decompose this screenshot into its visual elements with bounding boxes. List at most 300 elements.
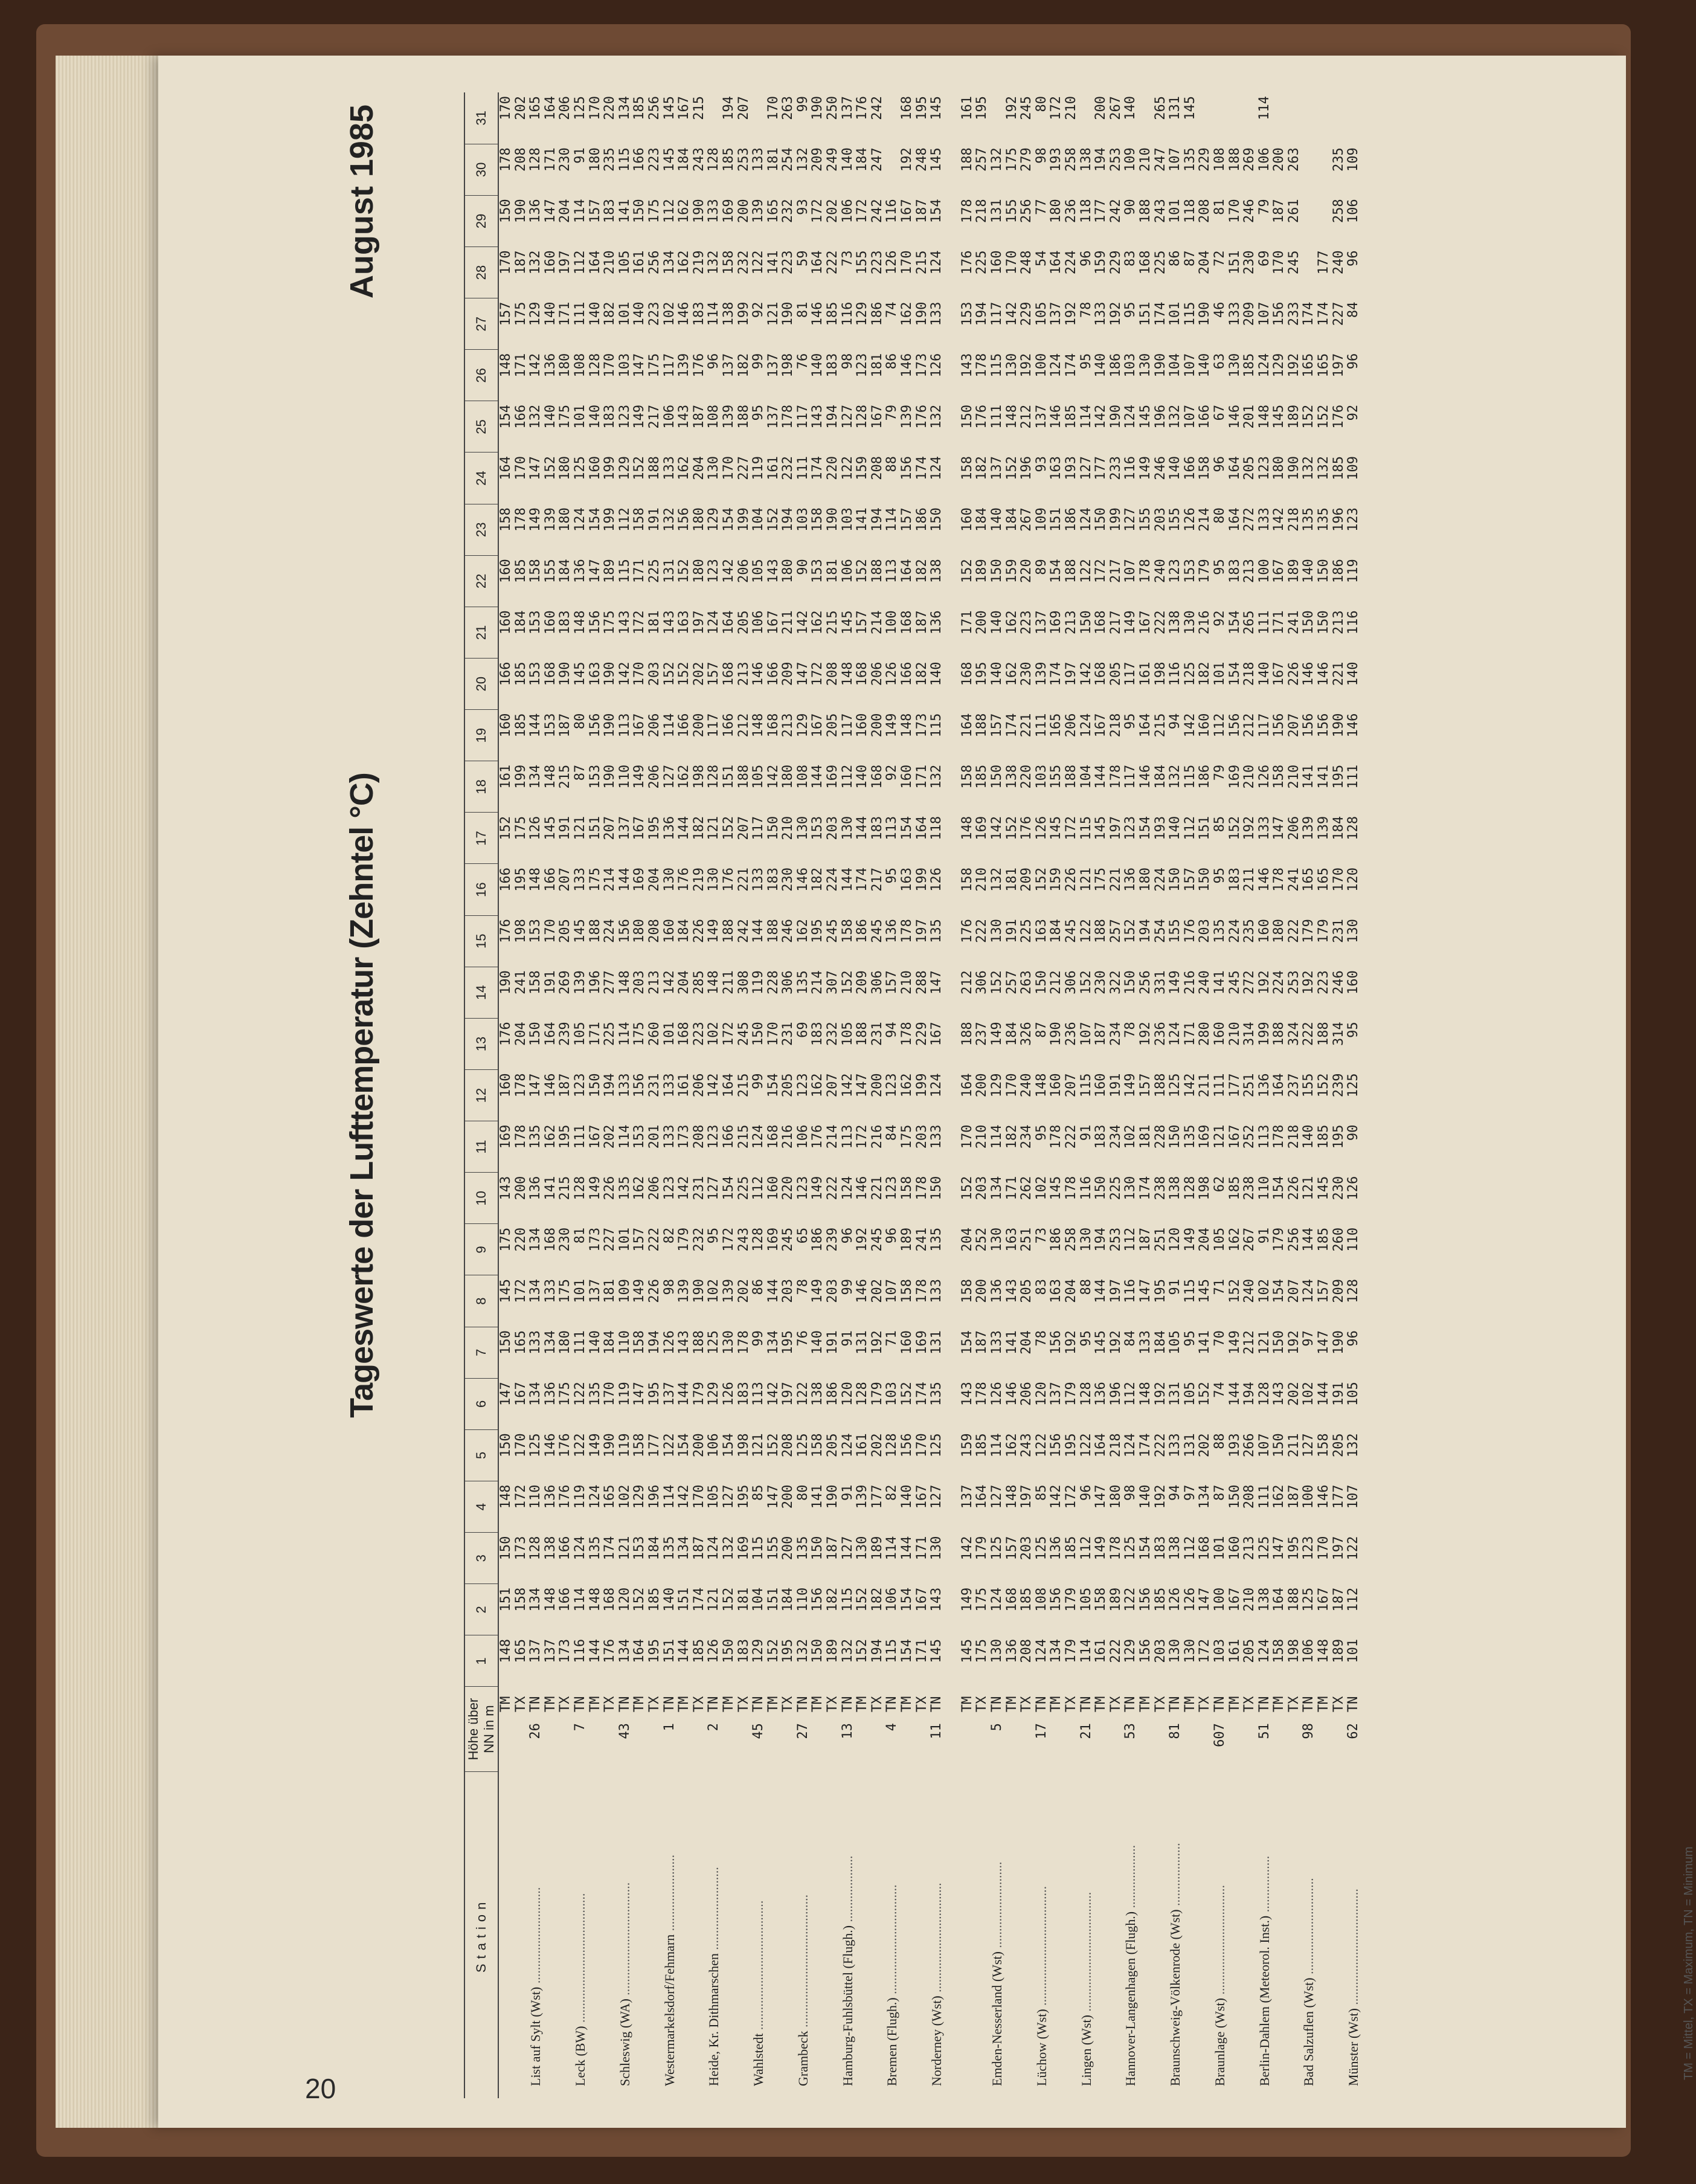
temperature-value: 101: [1168, 199, 1183, 224]
temperature-value: 140: [587, 404, 603, 429]
temperature-value: 117: [840, 713, 855, 738]
table-row: [1168, 92, 1183, 2098]
temperature-value: 96: [1212, 456, 1227, 472]
temperature-value: 195: [513, 868, 528, 892]
temperature-value: 132: [795, 1638, 811, 1663]
table-row: [1198, 92, 1213, 2098]
temperature-value: 120: [1346, 868, 1361, 892]
temperature-value: 154: [721, 507, 736, 532]
temperature-value: 194: [869, 507, 885, 532]
temperature-value: 214: [810, 970, 826, 994]
temperature-value: 73: [840, 250, 855, 266]
temperature-value: 119: [572, 1484, 588, 1509]
temperature-value: 257: [974, 147, 990, 172]
temperature-value: 184: [974, 507, 990, 532]
temperature-value: 209: [1331, 1279, 1346, 1303]
temperature-value: 178: [1063, 1176, 1079, 1200]
temperature-value: 109: [1033, 507, 1049, 532]
temperature-value: 102: [661, 301, 677, 326]
temperature-value: 139: [1316, 816, 1332, 840]
temperature-value: 137: [840, 96, 855, 120]
temperature-value: 133: [929, 1124, 945, 1149]
temperature-value: 148: [542, 764, 558, 789]
temperature-value: 166: [498, 868, 513, 892]
temperature-value: 180: [780, 559, 796, 583]
temperature-value: 145: [1093, 1330, 1109, 1355]
temperature-value: 140: [587, 301, 603, 326]
temperature-value: 166: [721, 1124, 736, 1149]
temperature-value: 169: [721, 199, 736, 224]
value-type: TM: [959, 1696, 975, 1713]
temperature-value: 204: [1197, 250, 1213, 275]
table-row: [1123, 92, 1139, 2098]
temperature-value: 137: [587, 1279, 603, 1303]
temperature-value: 152: [765, 1638, 781, 1663]
temperature-value: 181: [1137, 1124, 1153, 1149]
temperature-value: 190: [602, 764, 618, 789]
temperature-value: 185: [974, 764, 990, 789]
temperature-value: 187: [914, 610, 930, 635]
temperature-value: 150: [1093, 507, 1109, 532]
temperature-value: 119: [617, 1382, 632, 1406]
temperature-value: 214: [869, 610, 885, 635]
table-row: [573, 92, 588, 2098]
temperature-value: 117: [661, 353, 677, 378]
temperature-value: 125: [1168, 1073, 1183, 1098]
temperature-value: 176: [1182, 919, 1198, 943]
station-name: Hamburg-Fuhlsbüttel (Flugh.) ....................: [840, 1855, 855, 2086]
temperature-value: 178: [1108, 1536, 1123, 1561]
table-row: [1213, 92, 1228, 2098]
temperature-value: 245: [1019, 96, 1035, 120]
station-name: Grambeck ........................................: [795, 1894, 811, 2086]
temperature-value: 216: [1197, 610, 1213, 635]
temperature-value: 184: [1004, 1022, 1020, 1046]
temperature-value: 165: [1316, 353, 1332, 378]
station-height: [632, 1717, 647, 1771]
temperature-value: 152: [1316, 1073, 1332, 1098]
temperature-value: 230: [780, 868, 796, 892]
temperature-value: 126: [1182, 507, 1198, 532]
temperature-value: 143: [498, 1176, 513, 1200]
temperature-value: 123: [572, 1073, 588, 1098]
temperature-value: 184: [676, 147, 692, 172]
temperature-value: 165: [765, 199, 781, 224]
temperature-value: 167: [513, 1382, 528, 1406]
day-column-header-19: 19: [464, 710, 498, 761]
temperature-value: 279: [1019, 147, 1035, 172]
temperature-value: 185: [1331, 456, 1346, 480]
value-type: TX: [602, 1696, 618, 1713]
temperature-value: 95: [1033, 1124, 1049, 1141]
station-height: [870, 1717, 885, 1771]
temperature-value: 135: [929, 1382, 945, 1406]
temperature-value: 195: [557, 1124, 573, 1149]
temperature-value: 101: [661, 1022, 677, 1046]
temperature-value: 164: [1271, 1587, 1287, 1612]
temperature-value: 144: [840, 868, 855, 892]
temperature-value: 132: [795, 147, 811, 172]
temperature-value: 220: [1019, 764, 1035, 789]
temperature-value: 188: [1063, 559, 1079, 583]
temperature-value: 156: [1049, 1330, 1064, 1355]
temperature-value: 216: [780, 1124, 796, 1149]
temperature-value: 180: [780, 764, 796, 789]
station-height: [498, 1717, 514, 1771]
temperature-value: 149: [706, 919, 722, 943]
temperature-value: 192: [1019, 353, 1035, 378]
temperature-value: 110: [617, 1330, 632, 1355]
temperature-value: 150: [1197, 868, 1213, 892]
rotated-table-area: [325, 92, 1695, 2098]
month-label: August 1985: [344, 105, 380, 299]
temperature-value: 238: [1152, 1176, 1168, 1200]
temperature-value: 165: [1301, 868, 1317, 892]
temperature-value: 148: [498, 1638, 513, 1663]
temperature-value: 213: [1063, 610, 1079, 635]
temperature-value: 186: [1049, 1227, 1064, 1252]
temperature-value: 160: [1212, 1022, 1227, 1046]
value-type: TM: [676, 1696, 692, 1713]
temperature-value: 84: [1346, 301, 1361, 318]
temperature-value: 114: [1078, 1638, 1094, 1663]
temperature-value: 113: [884, 816, 900, 840]
temperature-value: 234: [1108, 1124, 1123, 1149]
temperature-value: 188: [587, 919, 603, 943]
temperature-value: 119: [751, 456, 766, 480]
temperature-value: 198: [736, 1433, 751, 1458]
temperature-value: 140: [989, 610, 1004, 635]
value-type: TX: [974, 1696, 990, 1713]
station-name: Norderney (Wst) .................................: [929, 1883, 945, 2086]
temperature-value: 126: [1256, 764, 1272, 789]
temperature-value: 81: [795, 301, 811, 318]
temperature-value: 143: [959, 1382, 975, 1406]
temperature-value: 187: [691, 1536, 707, 1561]
station-name: [498, 1771, 514, 2098]
temperature-value: 93: [1033, 456, 1049, 472]
temperature-value: 186: [914, 507, 930, 532]
temperature-value: 160: [498, 713, 513, 738]
temperature-value: 123: [706, 1124, 722, 1149]
temperature-value: 326: [1019, 1022, 1035, 1046]
temperature-value: 160: [587, 456, 603, 480]
temperature-value: 161: [765, 456, 781, 480]
temperature-value: 140: [989, 507, 1004, 532]
temperature-value: 72: [1212, 250, 1227, 266]
temperature-value: 140: [1093, 353, 1109, 378]
temperature-value: 150: [1301, 610, 1317, 635]
temperature-value: 205: [736, 610, 751, 635]
temperature-value: 179: [1197, 559, 1213, 583]
day-column-header-6: 6: [464, 1378, 498, 1429]
temperature-value: 80: [795, 1484, 811, 1501]
station-name: [603, 1771, 618, 2098]
temperature-value: 78: [1033, 1330, 1049, 1347]
value-type: TX: [691, 1696, 707, 1713]
station-name: [677, 1771, 692, 2098]
temperature-value: 242: [869, 96, 885, 120]
value-type: TX: [1152, 1696, 1168, 1713]
temperature-value: 148: [542, 1587, 558, 1612]
temperature-value: 153: [587, 764, 603, 789]
temperature-value: 210: [1286, 764, 1302, 789]
temperature-value: 256: [1286, 1227, 1302, 1252]
temperature-value: 167: [1271, 662, 1287, 686]
table-row: [1064, 92, 1079, 2098]
temperature-value: 201: [646, 1124, 662, 1149]
temperature-value: 88: [884, 456, 900, 472]
temperature-value: 150: [1093, 1176, 1109, 1200]
value-type: TM: [899, 1696, 915, 1713]
temperature-value: 177: [1316, 250, 1332, 275]
temperature-value: 183: [736, 1638, 751, 1663]
station-name: [1109, 1771, 1124, 2098]
temperature-value: 186: [1108, 353, 1123, 378]
temperature-value: 183: [1152, 1536, 1168, 1561]
temperature-value: 213: [780, 713, 796, 738]
table-row: [900, 92, 915, 2098]
temperature-value: 214: [602, 868, 618, 892]
temperature-value: 150: [1168, 1124, 1183, 1149]
temperature-value: 144: [1093, 764, 1109, 789]
temperature-value: 170: [602, 353, 618, 378]
temperature-value: 115: [1078, 1073, 1094, 1098]
temperature-value: 87: [572, 764, 588, 781]
temperature-value: 179: [1301, 919, 1317, 943]
temperature-value: 142: [676, 1176, 692, 1200]
temperature-value: 308: [736, 970, 751, 994]
temperature-value: 172: [632, 610, 647, 635]
value-type: TX: [736, 1696, 751, 1713]
temperature-value: 120: [840, 1382, 855, 1406]
temperature-value: 232: [780, 456, 796, 480]
temperature-value: 212: [1242, 713, 1258, 738]
temperature-value: 148: [751, 713, 766, 738]
temperature-value: 175: [1004, 147, 1020, 172]
value-type: TX: [1063, 1696, 1079, 1713]
temperature-value: 107: [1256, 1433, 1272, 1458]
value-type: TN: [884, 1696, 900, 1713]
station-height: 43: [617, 1723, 632, 1739]
temperature-value: 123: [1301, 1536, 1317, 1561]
temperature-value: 178: [1049, 1124, 1064, 1149]
temperature-value: 189: [602, 559, 618, 583]
temperature-value: 113: [1256, 1124, 1272, 1149]
temperature-value: 235: [1331, 147, 1346, 172]
station-name: Braunlage (Wst) .................................: [1212, 1885, 1227, 2086]
station-height: [855, 1717, 870, 1771]
temperature-value: 168: [899, 96, 915, 120]
temperature-value: 149: [632, 764, 647, 789]
value-type: TM: [1004, 1696, 1020, 1713]
temperature-value: 331: [1152, 970, 1168, 994]
temperature-value: 198: [1152, 662, 1168, 686]
temperature-value: 95: [1346, 1022, 1361, 1038]
temperature-value: 182: [810, 868, 826, 892]
station-height: [692, 1717, 707, 1771]
temperature-value: 217: [1108, 610, 1123, 635]
temperature-value: 200: [736, 199, 751, 224]
station-height: [1154, 1717, 1169, 1771]
temperature-value: 176: [1019, 816, 1035, 840]
temperature-value: 133: [989, 1330, 1004, 1355]
temperature-value: 176: [557, 1433, 573, 1458]
station-name: [588, 1771, 603, 2098]
temperature-value: 176: [602, 1638, 618, 1663]
temperature-value: 125: [706, 1330, 722, 1355]
temperature-value: 124: [929, 456, 945, 480]
temperature-value: 136: [929, 610, 945, 635]
day-column-header-4: 4: [464, 1481, 498, 1533]
temperature-value: 135: [587, 1536, 603, 1561]
temperature-value: 241: [1286, 610, 1302, 635]
value-type: TX: [557, 1696, 573, 1713]
temperature-value: 220: [825, 456, 841, 480]
temperature-value: 150: [929, 1176, 945, 1200]
temperature-value: 142: [989, 816, 1004, 840]
temperature-value: 263: [1019, 970, 1035, 994]
temperature-value: 188: [1152, 1073, 1168, 1098]
temperature-value: 168: [765, 1124, 781, 1149]
temperature-value: 129: [617, 456, 632, 480]
temperature-value: 142: [765, 764, 781, 789]
temperature-value: 193: [1049, 147, 1064, 172]
temperature-value: 186: [869, 301, 885, 326]
temperature-value: 200: [974, 1279, 990, 1303]
temperature-value: 119: [1346, 559, 1361, 583]
temperature-value: 132: [1168, 404, 1183, 429]
temperature-value: 154: [721, 1433, 736, 1458]
temperature-value: 220: [602, 96, 618, 120]
temperature-value: 118: [929, 816, 945, 840]
temperature-value: 137: [1033, 610, 1049, 635]
temperature-value: 230: [557, 147, 573, 172]
temperature-value: 122: [661, 1433, 677, 1458]
station-height: 1: [661, 1723, 677, 1731]
temperature-value: 122: [840, 456, 855, 480]
temperature-value: 152: [959, 1176, 975, 1200]
temperature-value: 208: [1019, 1638, 1035, 1663]
temperature-value: 256: [646, 96, 662, 120]
temperature-value: 111: [1033, 713, 1049, 738]
temperature-value: 202: [1197, 1433, 1213, 1458]
temperature-value: 176: [855, 96, 870, 120]
temperature-value: 171: [1182, 1022, 1198, 1046]
temperature-value: 172: [810, 662, 826, 686]
temperature-value: 176: [914, 404, 930, 429]
temperature-value: 145: [840, 610, 855, 635]
temperature-value: 128: [1256, 1382, 1272, 1406]
temperature-value: 103: [795, 507, 811, 532]
temperature-value: 144: [587, 1638, 603, 1663]
temperature-value: 140: [810, 353, 826, 378]
temperature-value: 164: [1093, 1433, 1109, 1458]
temperature-value: 133: [929, 1279, 945, 1303]
temperature-value: 132: [840, 1638, 855, 1663]
temperature-value: 142: [1182, 1073, 1198, 1098]
temperature-value: 124: [840, 1433, 855, 1458]
temperature-value: 125: [572, 456, 588, 480]
temperature-value: 161: [676, 1073, 692, 1098]
temperature-value: 175: [513, 301, 528, 326]
temperature-value: 164: [721, 1073, 736, 1098]
temperature-value: 164: [498, 456, 513, 480]
temperature-value: 141: [1004, 1330, 1020, 1355]
temperature-value: 144: [1093, 1279, 1109, 1303]
temperature-value: 137: [959, 1484, 975, 1509]
dot-leader: .................................: [1212, 1885, 1227, 1995]
temperature-value: 70: [1212, 1330, 1227, 1347]
temperature-value: 162: [1004, 610, 1020, 635]
temperature-value: 191: [646, 507, 662, 532]
temperature-value: 143: [661, 610, 677, 635]
temperature-value: 120: [1168, 1227, 1183, 1252]
temperature-value: 167: [1227, 1587, 1242, 1612]
temperature-value: 165: [513, 1330, 528, 1355]
temperature-value: 168: [676, 1022, 692, 1046]
temperature-value: 206: [646, 713, 662, 738]
temperature-value: 157: [1004, 1536, 1020, 1561]
temperature-value: 120: [1033, 1382, 1049, 1406]
temperature-value: 101: [1346, 1638, 1361, 1663]
dot-leader: .............................: [528, 1887, 544, 1984]
temperature-value: 95: [1123, 713, 1139, 730]
temperature-value: 162: [542, 1124, 558, 1149]
temperature-value: 222: [825, 1176, 841, 1200]
temperature-value: 119: [617, 1433, 632, 1458]
temperature-value: 136: [542, 1484, 558, 1509]
temperature-value: 157: [706, 662, 722, 686]
temperature-value: 272: [1242, 970, 1258, 994]
temperature-value: 150: [959, 404, 975, 429]
temperature-value: 208: [869, 456, 885, 480]
temperature-value: 172: [1049, 96, 1064, 120]
temperature-value: 102: [1256, 1279, 1272, 1303]
temperature-value: 140: [1256, 662, 1272, 686]
temperature-value: 139: [676, 1279, 692, 1303]
temperature-value: 112: [1078, 1536, 1094, 1561]
temperature-value: 208: [646, 919, 662, 943]
temperature-value: 212: [1019, 404, 1035, 429]
temperature-value: 222: [646, 1227, 662, 1252]
temperature-value: 128: [1346, 816, 1361, 840]
temperature-value: 160: [661, 919, 677, 943]
station-height: [737, 1717, 752, 1771]
temperature-value: 121: [1301, 1176, 1317, 1200]
temperature-value: 200: [780, 1536, 796, 1561]
temperature-value: 149: [884, 713, 900, 738]
temperature-value: 123: [795, 1073, 811, 1098]
temperature-value: 186: [1063, 507, 1079, 532]
temperature-value: 184: [1152, 764, 1168, 789]
temperature-value: 178: [1137, 559, 1153, 583]
temperature-value: 98: [840, 353, 855, 370]
table-row: [632, 92, 647, 2098]
temperature-value: 163: [1049, 456, 1064, 480]
temperature-value: 263: [780, 96, 796, 120]
temperature-value: 121: [1078, 868, 1094, 892]
temperature-value: 148: [1004, 1484, 1020, 1509]
temperature-value: 215: [825, 610, 841, 635]
temperature-value: 140: [661, 1587, 677, 1612]
temperature-value: 131: [661, 559, 677, 583]
temperature-value: 115: [884, 1638, 900, 1663]
station-name: [722, 1771, 737, 2098]
dot-leader: ...................................: [1346, 1889, 1361, 2005]
temperature-value: 114: [1256, 96, 1272, 120]
temperature-value: 207: [1286, 713, 1302, 738]
